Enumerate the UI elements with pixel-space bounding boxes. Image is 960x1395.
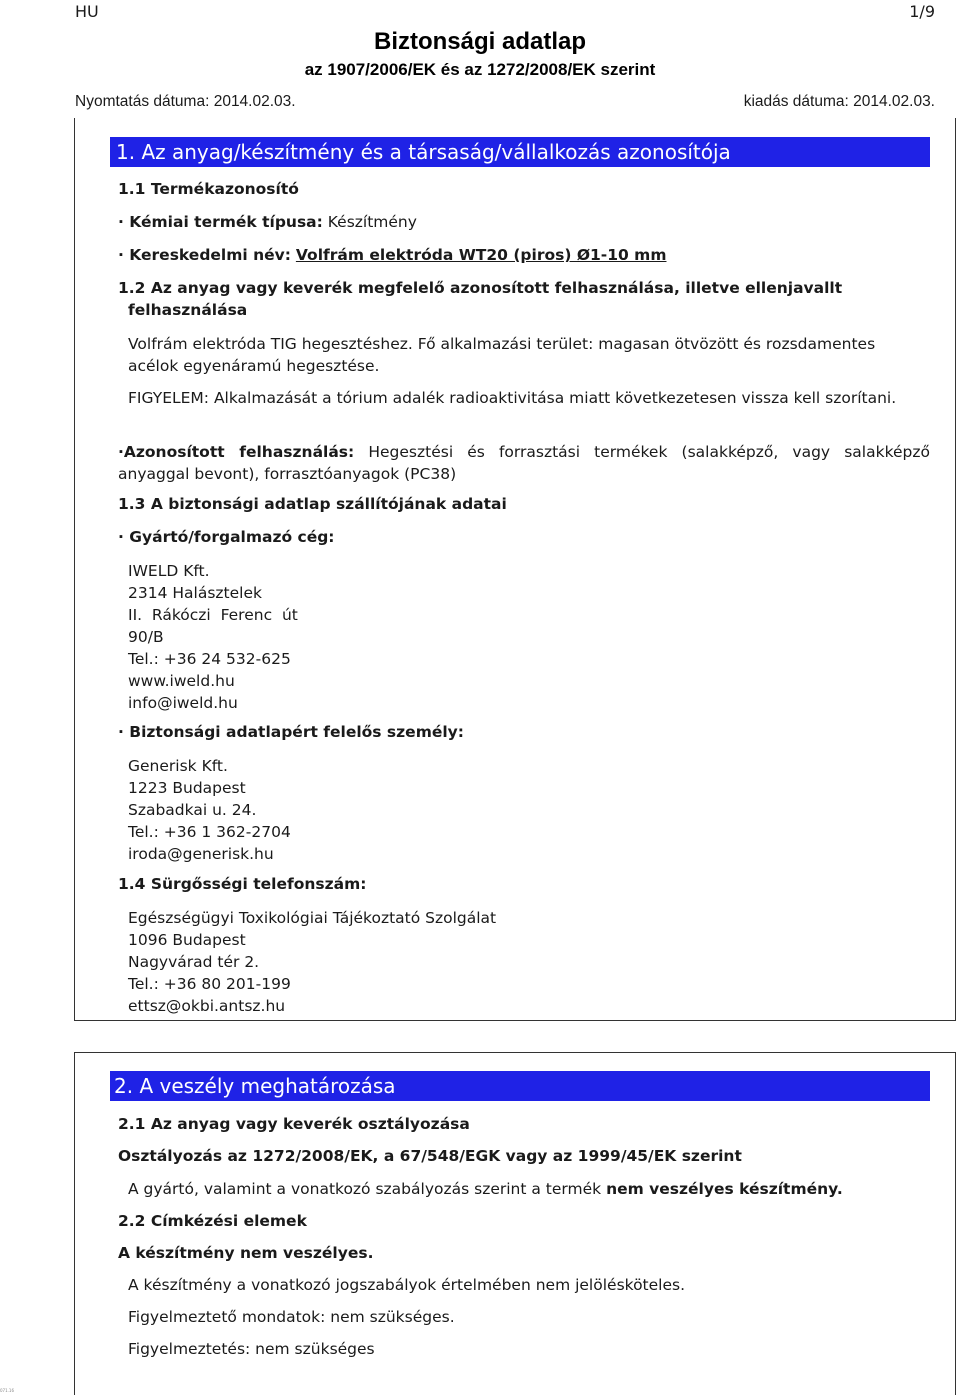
chem-type-value: Készítmény <box>322 213 417 231</box>
print-date: Nyomtatás dátuma: 2014.02.03. <box>75 93 296 110</box>
chem-type-row <box>118 213 417 231</box>
identified-use-line1 <box>118 441 930 463</box>
s12-heading-line2: felhasználása <box>128 301 248 319</box>
identified-use-label: ·Azonosított felhasználás: <box>118 443 355 461</box>
s14-heading: 1.4 Sürgősségi telefonszám: <box>118 875 367 893</box>
document-subtitle <box>0 60 960 80</box>
emergency-line: Tel.: +36 80 201-199 <box>128 975 291 993</box>
classification-heading: Osztályozás az 1272/2008/EK, a 67/548/EGK vagy az 1999/45/EK szerint <box>118 1147 742 1165</box>
emergency-line: Egészségügyi Toxikológiai Tájékoztató Szolgálat <box>128 909 497 927</box>
language-code: HU <box>75 2 99 21</box>
chem-type-label: · Kémiai termék típusa: <box>118 213 323 231</box>
responsible-line: Szabadkai u. 24. <box>128 801 257 819</box>
manufacturer-address <box>128 560 298 714</box>
s22-heading: 2.2 Címkézési elemek <box>118 1212 307 1230</box>
responsible-line: 1223 Budapest <box>128 779 246 797</box>
identified-use <box>118 441 930 485</box>
manufacturer-label: · Gyártó/forgalmazó cég: <box>118 528 335 546</box>
manufacturer-line: Tel.: +36 24 532-625 <box>128 650 291 668</box>
trade-name-row <box>118 246 666 264</box>
emergency-contact <box>128 907 496 1017</box>
s12-heading-line1: 1.2 Az anyag vagy keverék megfelelő azonosított felhasználása, illetve ellenjavallt <box>118 279 843 297</box>
not-labelled-statement: A készítmény a vonatkozó jogszabályok értelmében nem jelölésköteles. <box>128 1276 686 1294</box>
manufacturer-email: info@iweld.hu <box>128 694 238 712</box>
identified-use-line1-text: Hegesztési és forrasztási termékek (salakképző, vagy salakképző <box>354 443 930 461</box>
responsible-line: Tel.: +36 1 362-2704 <box>128 823 291 841</box>
document-subtitle-text: az 1907/2006/EK és az 1272/2008/EK szerint <box>304 60 656 79</box>
page-number: 1/9 <box>909 2 935 21</box>
warning-statements: Figyelmeztető mondatok: nem szükséges. <box>128 1308 455 1326</box>
classification-text-plain: A gyártó, valamint a vonatkozó szabályozás szerint a termék <box>128 1180 607 1198</box>
emergency-line: Nagyvárad tér 2. <box>128 953 260 971</box>
classification-text-bold: nem veszélyes készítmény. <box>606 1180 843 1198</box>
warning-word: Figyelmeztetés: nem szükséges <box>128 1340 375 1358</box>
warning-text: FIGYELEM: Alkalmazását a tórium adalék radioaktivitása miatt következetesen vissza kell szorítani. <box>128 389 897 407</box>
emergency-line: 1096 Budapest <box>128 931 246 949</box>
s11-heading: 1.1 Termékazonosító <box>118 180 299 198</box>
manufacturer-line: 2314 Halásztelek <box>128 584 262 602</box>
responsible-line: Generisk Kft. <box>128 757 228 775</box>
identified-use-line2: anyaggal bevont), forrasztóanyagok (PC38) <box>118 465 457 483</box>
s21-heading: 2.1 Az anyag vagy keverék osztályozása <box>118 1115 470 1133</box>
trade-name-label: · Kereskedelmi név: <box>118 246 291 264</box>
document-title: Biztonsági adatlap <box>373 28 587 55</box>
classification-text <box>128 1180 843 1198</box>
use-text: Volfrám elektróda TIG hegesztéshez. Fő alkalmazási terület: magasan ötvözött és rozsdamentes acélok egyenáramú hegesztése. <box>128 335 876 375</box>
manufacturer-line: II. Rákóczi Ferenc út <box>128 606 298 624</box>
emergency-email: ettsz@okbi.antsz.hu <box>128 997 286 1015</box>
manufacturer-line: 90/B <box>128 628 164 646</box>
manufacturer-website: www.iweld.hu <box>128 672 235 690</box>
not-hazardous-statement: A készítmény nem veszélyes. <box>118 1244 374 1262</box>
responsible-email: iroda@generisk.hu <box>128 845 274 863</box>
footer-mark: 071.16 <box>0 1388 14 1393</box>
responsible-label: · Biztonsági adatlapért felelős személy: <box>118 723 464 741</box>
responsible-address <box>128 755 291 865</box>
section-1-heading: 1. Az anyag/készítmény és a társaság/vállalkozás azonosítója <box>110 137 930 167</box>
manufacturer-line: IWELD Kft. <box>128 562 210 580</box>
issue-date: kiadás dátuma: 2014.02.03. <box>743 93 935 110</box>
trade-name-value: Volfrám elektróda WT20 (piros) Ø1-10 mm <box>295 246 667 264</box>
s13-heading: 1.3 A biztonsági adatlap szállítójának adatai <box>118 495 507 513</box>
section-2-heading: 2. A veszély meghatározása <box>110 1071 930 1101</box>
